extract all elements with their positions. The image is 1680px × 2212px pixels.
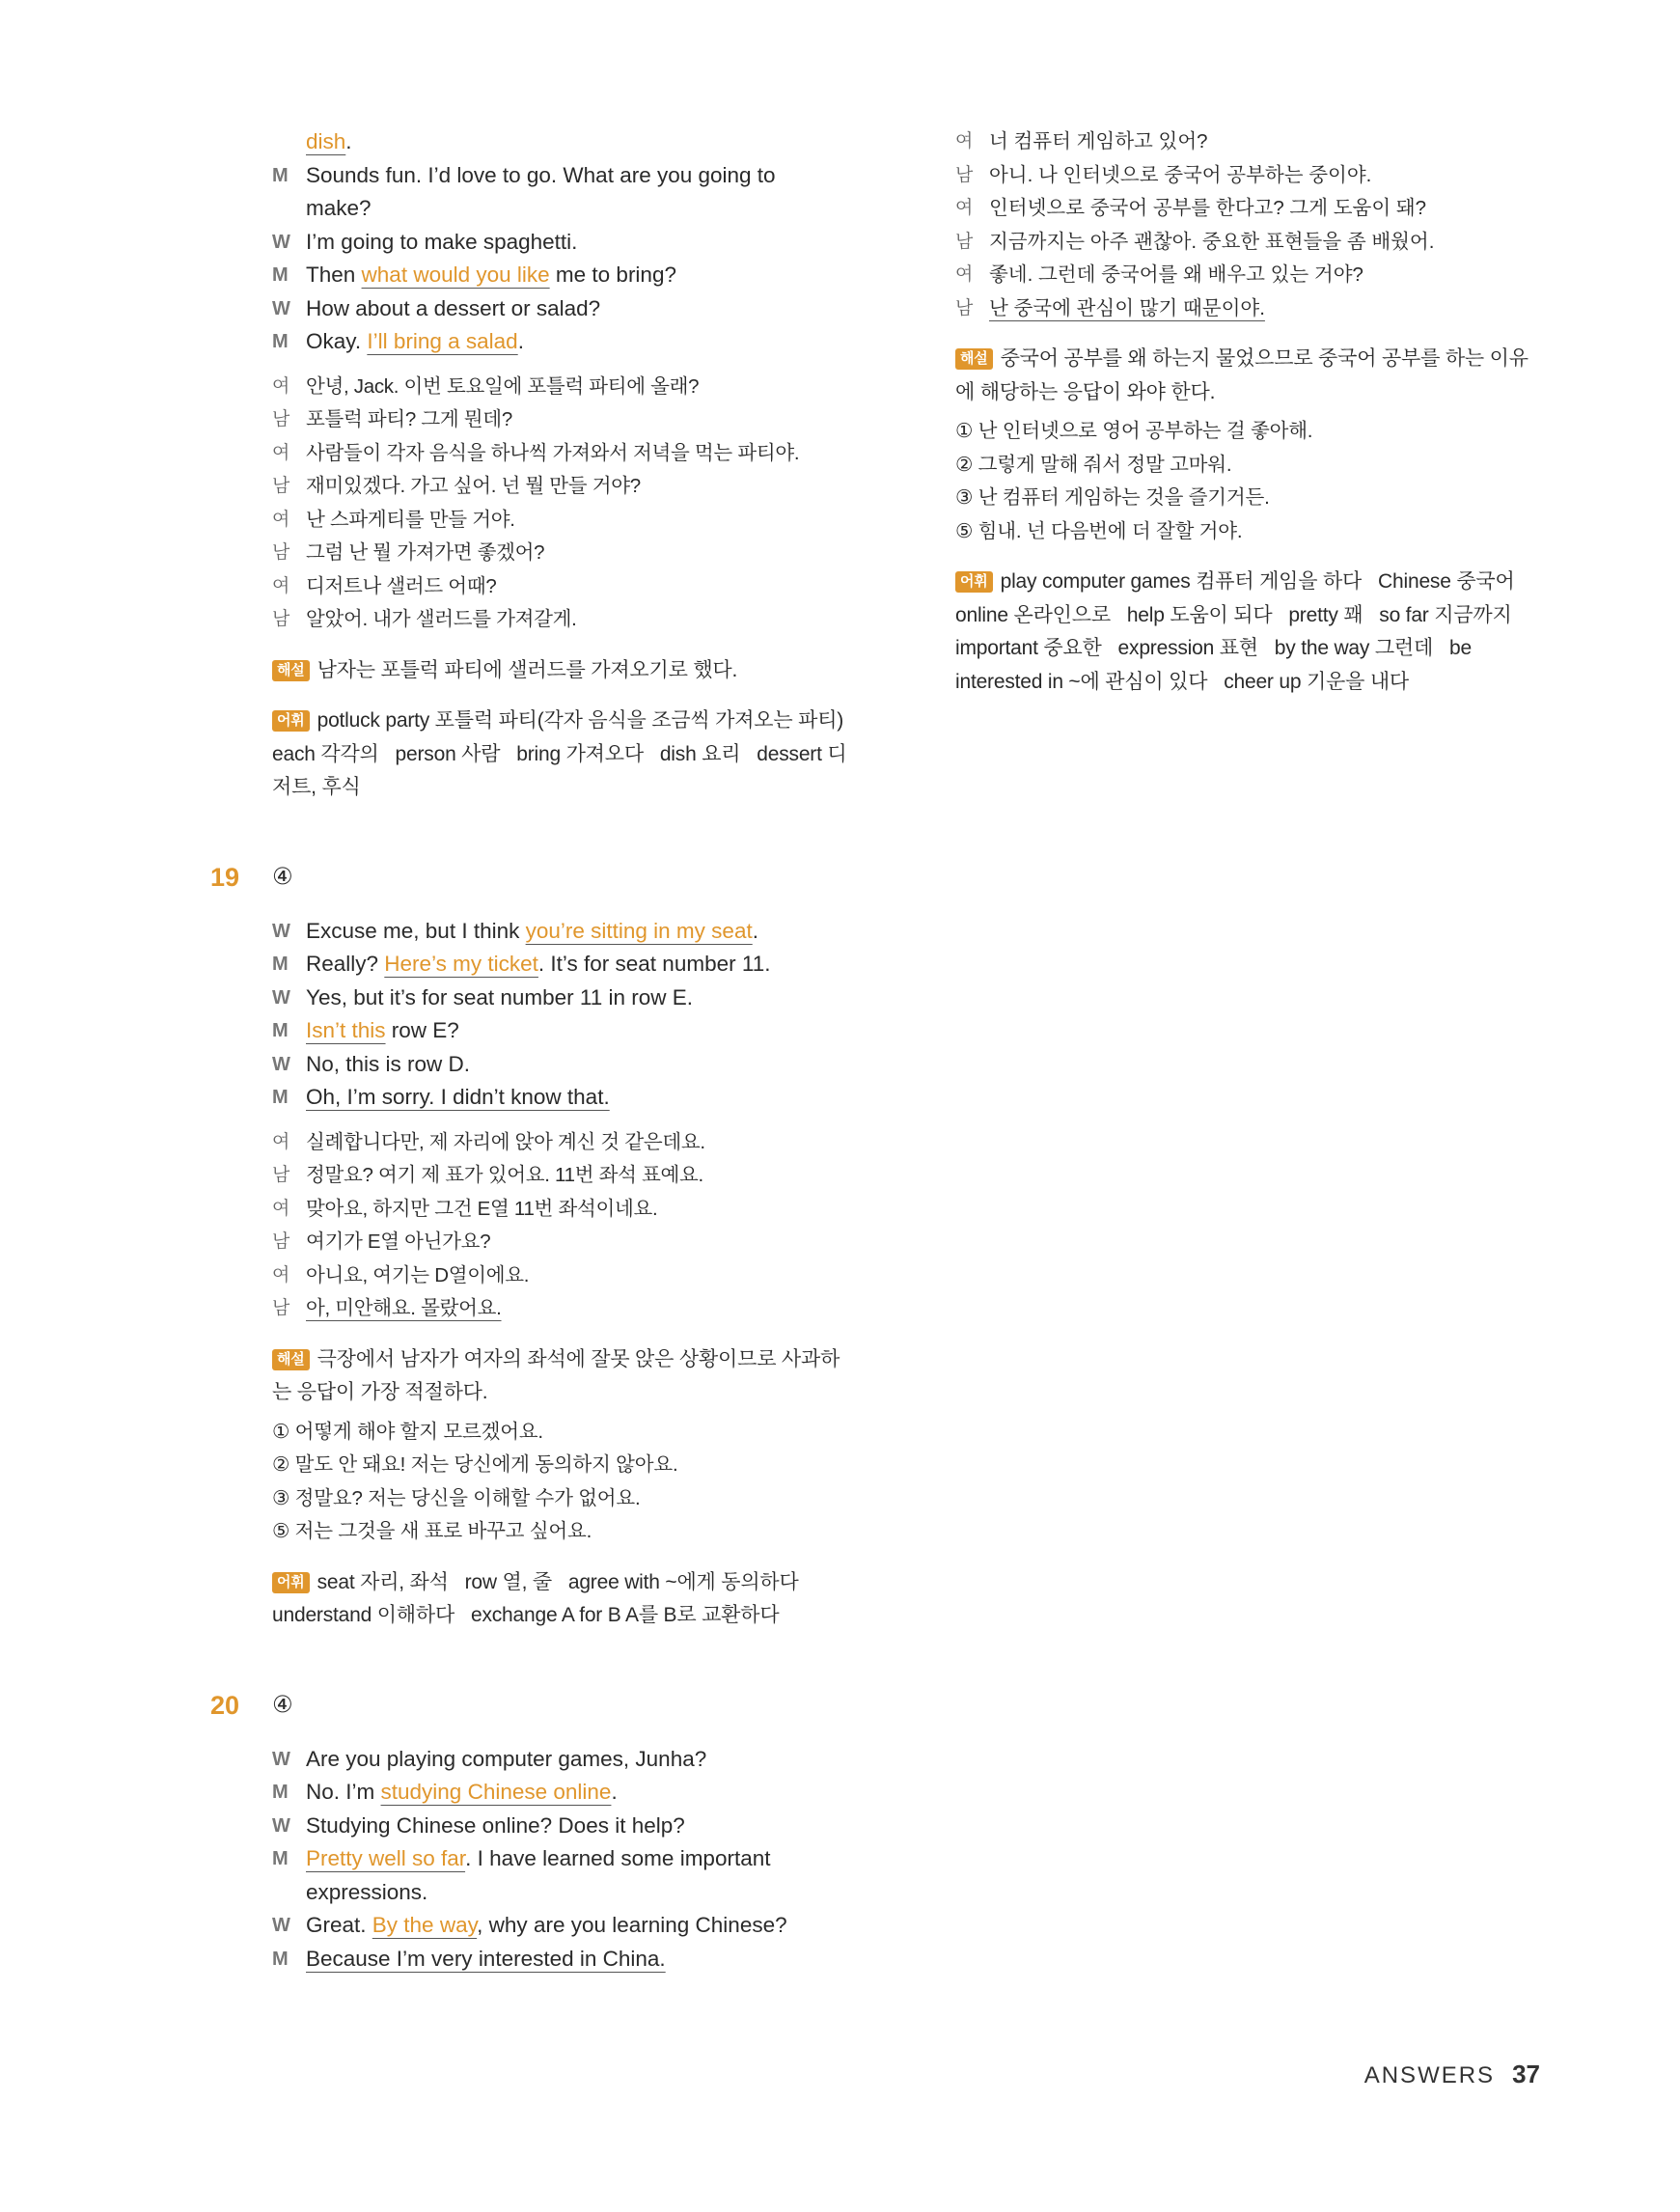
explanation-q19: 해설 극장에서 남자가 여자의 좌석에 잘못 앉은 상황이므로 사과하는 응답이 가장 적절하다. ① 어떻게 해야 할지 모르겠어요. ② 말도 안 돼요! 저는 당신에게 동의하지 않아요. ③ 정말요? 저는 당신을 이해할 수가 없어요. ⑤ 저는 그것을 새 표로 바꾸고 싶어요.: [272, 1343, 851, 1549]
dialog-line: [272, 982, 851, 1015]
speaker-label: 남: [272, 1165, 290, 1185]
dialog-text: No. I’m: [306, 1780, 381, 1804]
explanation-tag: 해설: [955, 348, 993, 370]
dialog-line: [272, 192, 851, 226]
speaker-label: W: [272, 1748, 290, 1770]
translation-text: 실례합니다만, 제 자리에 앉아 계신 것 같은데요.: [306, 1130, 705, 1153]
speaker-label: 남: [955, 297, 974, 318]
dialog-text: .: [345, 129, 352, 153]
dialog-q19: [272, 915, 851, 1115]
option-item: ⑤ 힘내. 넌 다음번에 더 잘할 거야.: [955, 519, 1243, 542]
dialog-text: Oh, I’m sorry. I didn’t know that.: [306, 1085, 610, 1109]
dialog-line: [272, 325, 851, 359]
dialog-q18: [272, 125, 851, 359]
translation-line: [272, 371, 851, 404]
option-item: ① 난 인터넷으로 영어 공부하는 걸 좋아해.: [955, 420, 1313, 442]
translation-q18: [272, 371, 851, 637]
translation-line: [272, 1226, 851, 1259]
speaker-label: 남: [272, 1298, 290, 1318]
dialog-text: Great.: [306, 1913, 372, 1937]
translation-line: [272, 570, 851, 604]
dialog-text: expressions.: [306, 1879, 428, 1904]
speaker-label: W: [272, 920, 290, 942]
speaker-label: 남: [272, 542, 290, 563]
translation-line: [272, 1259, 851, 1293]
option-item: ③ 난 컴퓨터 게임하는 것을 즐기거든.: [955, 486, 1270, 509]
translation-line: [272, 1292, 851, 1326]
page-footer: [1364, 2060, 1540, 2089]
speaker-label: 여: [955, 264, 974, 285]
dialog-text: Okay.: [306, 329, 368, 353]
question-19-header: [210, 861, 851, 899]
option-list: [955, 415, 1534, 548]
blank-answer: studying Chinese online: [380, 1780, 612, 1804]
translation-text: 인터넷으로 중국어 공부를 한다고? 그게 도움이 돼?: [989, 197, 1427, 219]
speaker-label: 여: [272, 1264, 290, 1286]
translation-q19: [272, 1126, 851, 1326]
dialog-text: Excuse me, but I think: [306, 918, 526, 943]
dialog-text: Really?: [306, 952, 385, 976]
translation-text: 아니요, 여기는 D열이에요.: [306, 1263, 530, 1286]
speaker-label: M: [272, 331, 289, 352]
dialog-text: . I have learned some important: [465, 1846, 771, 1870]
translation-line: [955, 192, 1534, 226]
dialog-text: Sounds fun. I’d love to go. What are you going to: [306, 162, 776, 187]
translation-line: [955, 259, 1534, 292]
translation-text: 사람들이 각자 음식을 하나씩 가져와서 저녁을 먹는 파티야.: [306, 441, 800, 464]
dialog-line: [272, 292, 851, 326]
speaker-label: 남: [272, 609, 290, 629]
translation-text: 포틀럭 파티? 그게 뭔데?: [306, 408, 512, 430]
dialog-text: me to bring?: [549, 263, 676, 287]
vocabulary-q18: 어휘 potluck party 포틀럭 파티(각자 음식을 조금씩 가져오는 파티) each 각각의 person 사람 bring 가져오다 dish 요리 dessert 디저트, 후식: [272, 709, 860, 798]
speaker-label: 여: [272, 442, 290, 463]
blank-answer: Isn’t this: [306, 1018, 386, 1042]
speaker-label: M: [272, 264, 289, 286]
speaker-label: M: [272, 1848, 289, 1869]
dialog-text: .: [517, 329, 524, 353]
dialog-line: [272, 915, 851, 949]
explanation-tag: 해설: [272, 1349, 310, 1370]
explanation-tag: 해설: [272, 660, 310, 681]
dialog-line: [272, 1876, 851, 1910]
speaker-label: W: [272, 986, 290, 1009]
dialog-text: .: [611, 1780, 618, 1804]
blank-answer: By the way: [372, 1913, 478, 1937]
speaker-label: 여: [272, 575, 290, 596]
blank-answer: Here’s my ticket: [384, 952, 538, 976]
question-20-header: [210, 1689, 851, 1728]
translation-text: 난 중국에 관심이 많기 때문이야.: [989, 296, 1265, 319]
translation-text: 여기가 E열 아닌가요?: [306, 1230, 491, 1253]
dialog-line: [272, 1943, 851, 1977]
dialog-text: make?: [306, 196, 372, 220]
translation-text: 그럼 난 뭘 가져가면 좋겠어?: [306, 541, 545, 564]
question-answer: ④: [272, 863, 293, 890]
translation-q20: [955, 125, 1534, 325]
footer-label: ANSWERS: [1363, 2062, 1496, 2088]
dialog-text: . It’s for seat number 11.: [537, 952, 771, 976]
left-column: [210, 125, 860, 1976]
dialog-text: How about a dessert or salad?: [306, 295, 601, 320]
dialog-line: [272, 1810, 851, 1843]
translation-line: [272, 603, 851, 637]
speaker-label: 남: [955, 231, 974, 252]
speaker-label: M: [272, 164, 289, 186]
dialog-q20: [272, 1743, 851, 1977]
dialog-line: [272, 259, 851, 292]
speaker-label: W: [272, 1053, 290, 1075]
translation-line: [272, 1126, 851, 1160]
translation-line: [272, 437, 851, 471]
speaker-label: 남: [272, 1231, 290, 1252]
vocabulary-q20: 어휘 play computer games 컴퓨터 게임을 하다 Chinese 중국어 online 온라인으로 help 도움이 되다 pretty 꽤 so far 지금까지 important 중요한 expression 표현 by the way 그런데 be interested in ~에 관심이 있다 cheer up 기운을 내다: [955, 570, 1531, 693]
speaker-label: M: [272, 954, 289, 975]
speaker-label: 여: [272, 1198, 290, 1219]
speaker-label: 여: [272, 1131, 290, 1152]
blank-answer: what would you like: [361, 263, 550, 287]
translation-line: [272, 537, 851, 570]
dialog-line: [272, 159, 851, 193]
translation-line: [955, 292, 1534, 326]
translation-text: 너 컴퓨터 게임하고 있어?: [989, 130, 1208, 152]
translation-line: [955, 226, 1534, 260]
translation-line: [955, 159, 1534, 193]
speaker-label: 여: [955, 131, 974, 152]
page-number: 37: [1512, 2060, 1540, 2088]
blank-answer: dish: [306, 129, 346, 153]
explanation-q20: 해설 중국어 공부를 왜 하는지 물었으므로 중국어 공부를 하는 이유에 해당하는 응답이 와야 한다. ① 난 인터넷으로 영어 공부하는 걸 좋아해. ② 그렇게 말해 줘서 정말 고마워. ③ 난 컴퓨터 게임하는 것을 즐기거든. ⑤ 힘내. 넌 다음번에 더 잘할 거야.: [955, 343, 1534, 548]
vocabulary-q19: 어휘 seat 자리, 좌석 row 열, 줄 agree with ~에게 동의하다 understand 이해하다 exchange A for B A를 B로 교환하다: [272, 1570, 815, 1626]
dialog-line: [272, 1842, 851, 1876]
explanation-q18: 해설 남자는 포틀럭 파티에 샐러드를 가져오기로 했다.: [272, 654, 851, 688]
speaker-label: M: [272, 1782, 289, 1803]
dialog-text: No, this is row D.: [306, 1051, 471, 1076]
option-item: ③ 정말요? 저는 당신을 이해할 수가 없어요.: [272, 1486, 641, 1509]
dialog-line: [272, 1081, 851, 1115]
speaker-label: M: [272, 1020, 289, 1041]
speaker-label: W: [272, 1814, 290, 1837]
speaker-label: 남: [955, 164, 974, 185]
translation-text: 디저트나 샐러드 어때?: [306, 574, 497, 597]
translation-text: 재미있겠다. 가고 싶어. 넌 뭘 만들 거야?: [306, 475, 641, 497]
speaker-label: M: [272, 1948, 289, 1970]
speaker-label: 남: [272, 476, 290, 496]
speaker-label: 여: [272, 375, 290, 397]
vocabulary-tag: 어휘: [272, 710, 310, 732]
translation-text: 지금까지는 아주 괜찮아. 중요한 표현들을 좀 배웠어.: [989, 230, 1435, 253]
dialog-text: .: [752, 918, 758, 943]
speaker-label: 남: [272, 409, 290, 429]
dialog-line: [272, 226, 851, 260]
dialog-text: row E?: [385, 1018, 459, 1042]
dialog-line: [272, 1909, 851, 1943]
translation-text: 아니. 나 인터넷으로 중국어 공부하는 중이야.: [989, 163, 1372, 186]
dialog-line: [272, 1776, 851, 1810]
translation-line: [272, 470, 851, 504]
dialog-text: Yes, but it’s for seat number 11 in row E.: [306, 984, 694, 1009]
translation-line: [955, 125, 1534, 159]
translation-text: 맞아요, 하지만 그건 E열 11번 좌석이네요.: [306, 1197, 658, 1220]
translation-line: [272, 1193, 851, 1227]
dialog-line: [272, 1743, 851, 1777]
translation-text: 좋네. 그런데 중국어를 왜 배우고 있는 거야?: [989, 263, 1363, 286]
dialog-text: Then: [306, 263, 362, 287]
dialog-text: Studying Chinese online? Does it help?: [306, 1812, 685, 1838]
dialog-text: Are you playing computer games, Junha?: [306, 1746, 707, 1771]
translation-text: 알았어. 내가 샐러드를 가져갈게.: [306, 608, 577, 630]
option-item: ② 그렇게 말해 줘서 정말 고마워.: [955, 453, 1232, 476]
speaker-label: M: [272, 1087, 289, 1108]
dialog-text: Because I’m very interested in China.: [306, 1946, 666, 1971]
dialog-line: [272, 1014, 851, 1048]
vocabulary-tag: 어휘: [272, 1572, 310, 1593]
dialog-text: , why are you learning Chinese?: [477, 1913, 787, 1937]
translation-text: 난 스파게티를 만들 거야.: [306, 508, 515, 531]
speaker-label: 여: [955, 198, 974, 218]
blank-answer: I’ll bring a salad: [367, 329, 518, 353]
translation-line: [272, 403, 851, 437]
question-number: 20: [210, 1690, 240, 1720]
blank-answer: Pretty well so far: [306, 1846, 466, 1870]
dialog-line: [272, 1048, 851, 1082]
speaker-label: W: [272, 1915, 290, 1936]
question-answer: ④: [272, 1691, 293, 1718]
option-item: ⑤ 저는 그것을 새 표로 바꾸고 싶어요.: [272, 1520, 592, 1542]
dialog-line: [272, 125, 851, 159]
speaker-label: W: [272, 231, 290, 253]
translation-text: 아, 미안해요. 몰랐어요.: [306, 1297, 502, 1319]
option-item: ② 말도 안 돼요! 저는 당신에게 동의하지 않아요.: [272, 1453, 678, 1476]
dialog-line: [272, 948, 851, 982]
translation-text: 안녕, Jack. 이번 토요일에 포틀럭 파티에 올래?: [306, 374, 700, 398]
question-number: 19: [210, 862, 240, 892]
option-list: [272, 1416, 851, 1549]
vocabulary-tag: 어휘: [955, 571, 993, 593]
right-column: [955, 125, 1534, 699]
option-item: ① 어떻게 해야 할지 모르겠어요.: [272, 1420, 543, 1443]
speaker-label: W: [272, 297, 290, 319]
speaker-label: 여: [272, 509, 290, 530]
dialog-text: I’m going to make spaghetti.: [306, 229, 578, 254]
translation-text: 정말요? 여기 제 표가 있어요. 11번 좌석 표예요.: [306, 1164, 703, 1186]
blank-answer: you’re sitting in my seat: [525, 918, 753, 943]
translation-line: [272, 1159, 851, 1193]
translation-line: [272, 504, 851, 538]
